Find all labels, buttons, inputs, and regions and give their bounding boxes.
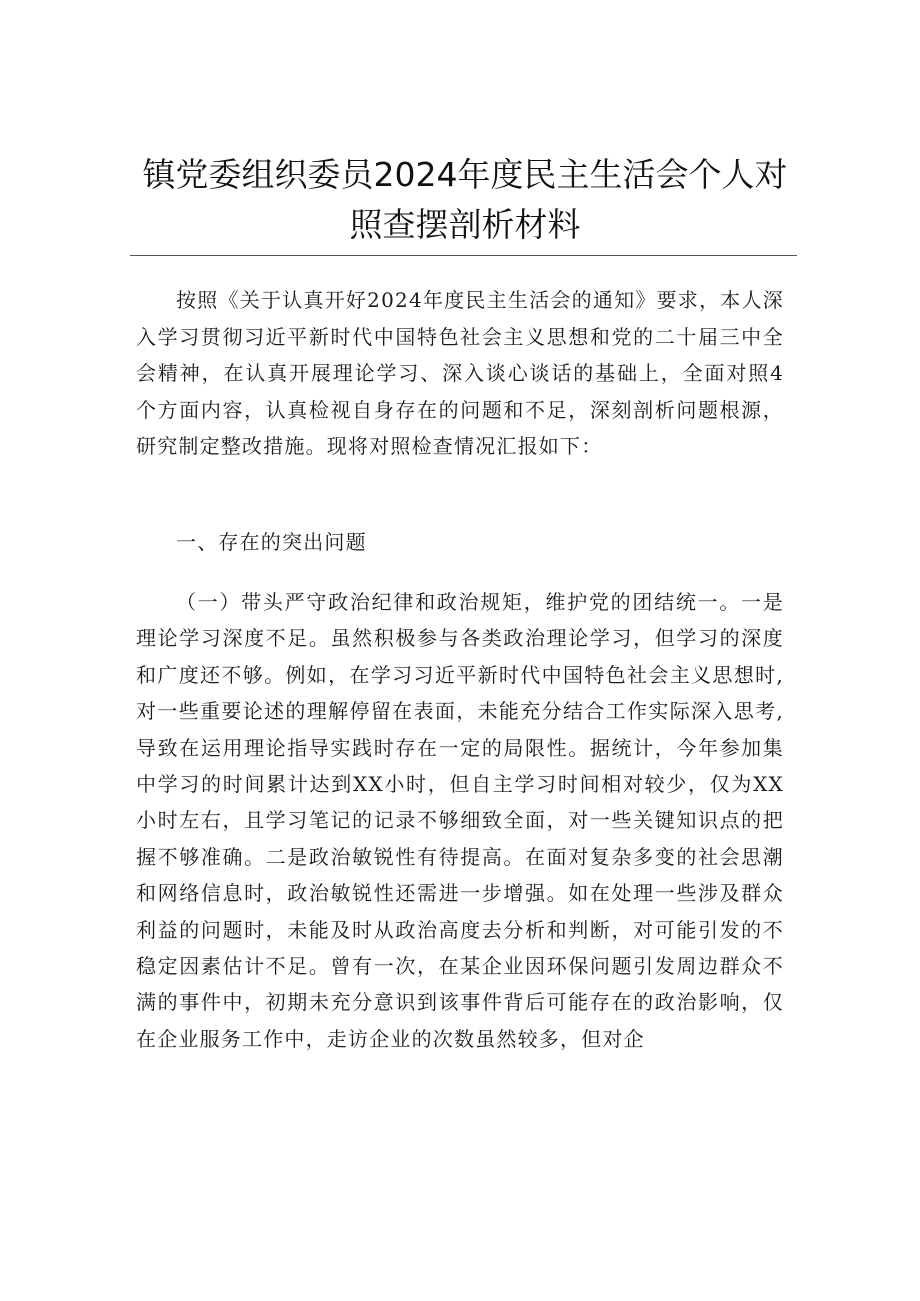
title-underline	[130, 255, 797, 256]
intro-paragraph: 按照《关于认真开好2024年度民主生活会的通知》要求，本人深入学习贯彻习近平新时代中国特色社会主义思想和党的二十届三中全会精神，在认真开展理论学习、深入谈心谈话的基础上，全面对照4个方面内容，认真检视自身存在的问题和不足，深刻剖析问题根源，研究制定整改措施。现将对照检查情况汇报如下：	[136, 288, 784, 458]
document-title: 镇党委组织委员2024年度民主生活会个人对照查摆剖析材料	[142, 155, 788, 244]
section-heading: 一、存在的突出问题	[176, 530, 367, 554]
section-body-paragraph: （一）带头严守政治纪律和政治规矩，维护党的团结统一。一是理论学习深度不足。虽然积极参与各类政治理论学习，但学习的深度和广度还不够。例如，在学习习近平新时代中国特色社会主义思想时,对一些重要论述的理解停留在表面，未能充分结合工作实际深入思考,导致在运用理论指导实践时存在一定的局限性。据统计，今年参加集中学习的时间累计达到XX小时，但自主学习时间相对较少，仅为XX小时左右，且学习笔记的记录不够细致全面，对一些关键知识点的把握不够准确。二是政治敏锐性有待提高。在面对复杂多变的社会思潮和网络信息时，政治敏锐性还需进一步增强。如在处理一些涉及群众利益的问题时，未能及时从政治高度去分析和判断，对可能引发的不稳定因素估计不足。曾有一次，在某企业因环保问题引发周边群众不满的事件中，初期未充分意识到该事件背后可能存在的政治影响，仅在企业服务工作中，走访企业的次数虽然较多，但对企	[136, 590, 784, 1051]
